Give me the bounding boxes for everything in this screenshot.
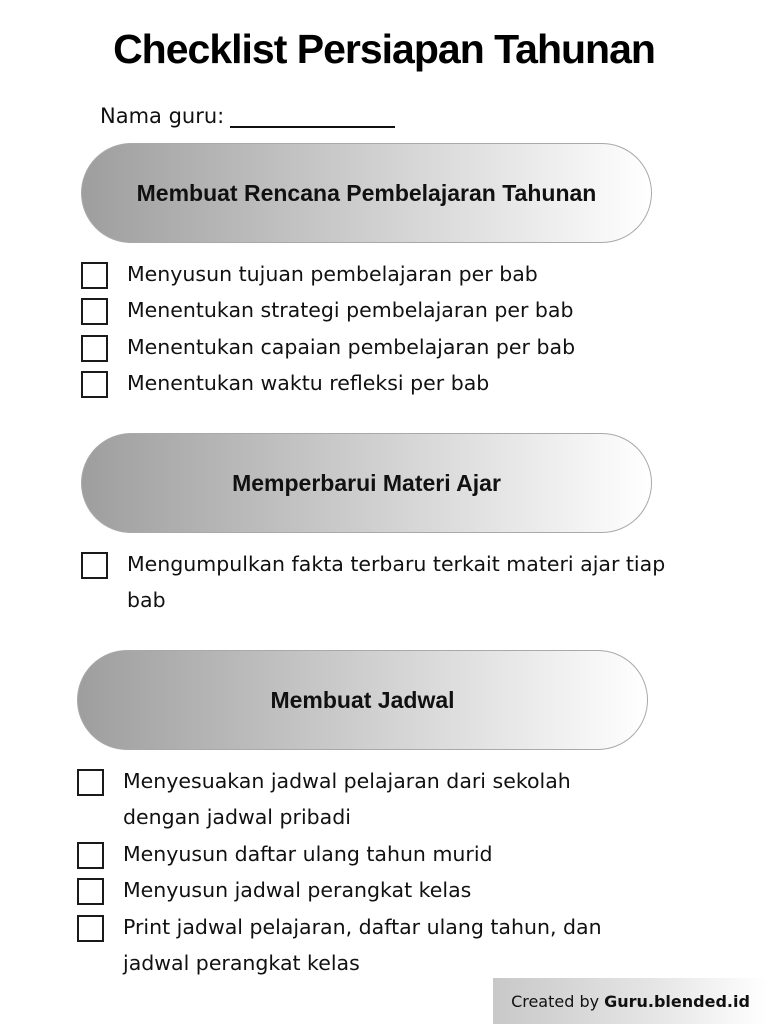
checkbox[interactable]: [77, 878, 104, 905]
checklist-item: [77, 841, 677, 872]
section-heading-rencana: Membuat Rencana Pembelajaran Tahunan: [81, 143, 652, 243]
credit-footer: [493, 978, 768, 1024]
checklist-item-label: Menyusun jadwal perangkat kelas: [123, 878, 472, 902]
checklist-item-label: Menyesuakan jadwal pelajaran dari sekolah dengan jadwal pribadi: [123, 769, 571, 829]
checkbox[interactable]: [77, 769, 104, 796]
checklist-item-label: Menentukan capaian pembelajaran per bab: [127, 335, 576, 359]
checklist-item: [81, 261, 681, 292]
checklist-item: [77, 877, 677, 908]
checklist-item: [77, 914, 677, 981]
checklist-item-label: Menyusun tujuan pembelajaran per bab: [127, 262, 538, 286]
credit-brand: Guru.blended.id: [604, 991, 750, 1011]
checklist-item: [81, 334, 681, 365]
checkbox[interactable]: [77, 842, 104, 869]
teacher-name-field: [100, 104, 395, 128]
checklist-item: [81, 370, 681, 401]
checklist-item-label: Mengumpulkan fakta terbaru terkait materi ajar tiap bab: [127, 552, 666, 612]
checklist-item-label: Menentukan waktu refleksi per bab: [127, 371, 490, 395]
checkbox[interactable]: [81, 371, 108, 398]
section-heading-jadwal: Membuat Jadwal: [77, 650, 648, 750]
checkbox[interactable]: [81, 552, 108, 579]
checklist-item: [81, 551, 671, 618]
checkbox[interactable]: [81, 262, 108, 289]
checklist-item: [81, 297, 681, 328]
checklist-item-label: Menyusun daftar ulang tahun murid: [123, 842, 493, 866]
teacher-name-blank[interactable]: [230, 104, 395, 128]
checkbox[interactable]: [81, 335, 108, 362]
checkbox[interactable]: [81, 298, 108, 325]
section-heading-materi: Memperbarui Materi Ajar: [81, 433, 652, 533]
credit-prefix: Created by: [511, 991, 600, 1011]
checklist-item: [77, 768, 637, 835]
teacher-name-label: Nama guru:: [100, 104, 225, 128]
checklist-item-label: Menentukan strategi pembelajaran per bab: [127, 298, 574, 322]
page-title: Checklist Persiapan Tahunan: [113, 26, 655, 72]
checkbox[interactable]: [77, 915, 104, 942]
checklist-item-label: Print jadwal pelajaran, daftar ulang tahun, dan jadwal perangkat kelas: [123, 915, 602, 975]
